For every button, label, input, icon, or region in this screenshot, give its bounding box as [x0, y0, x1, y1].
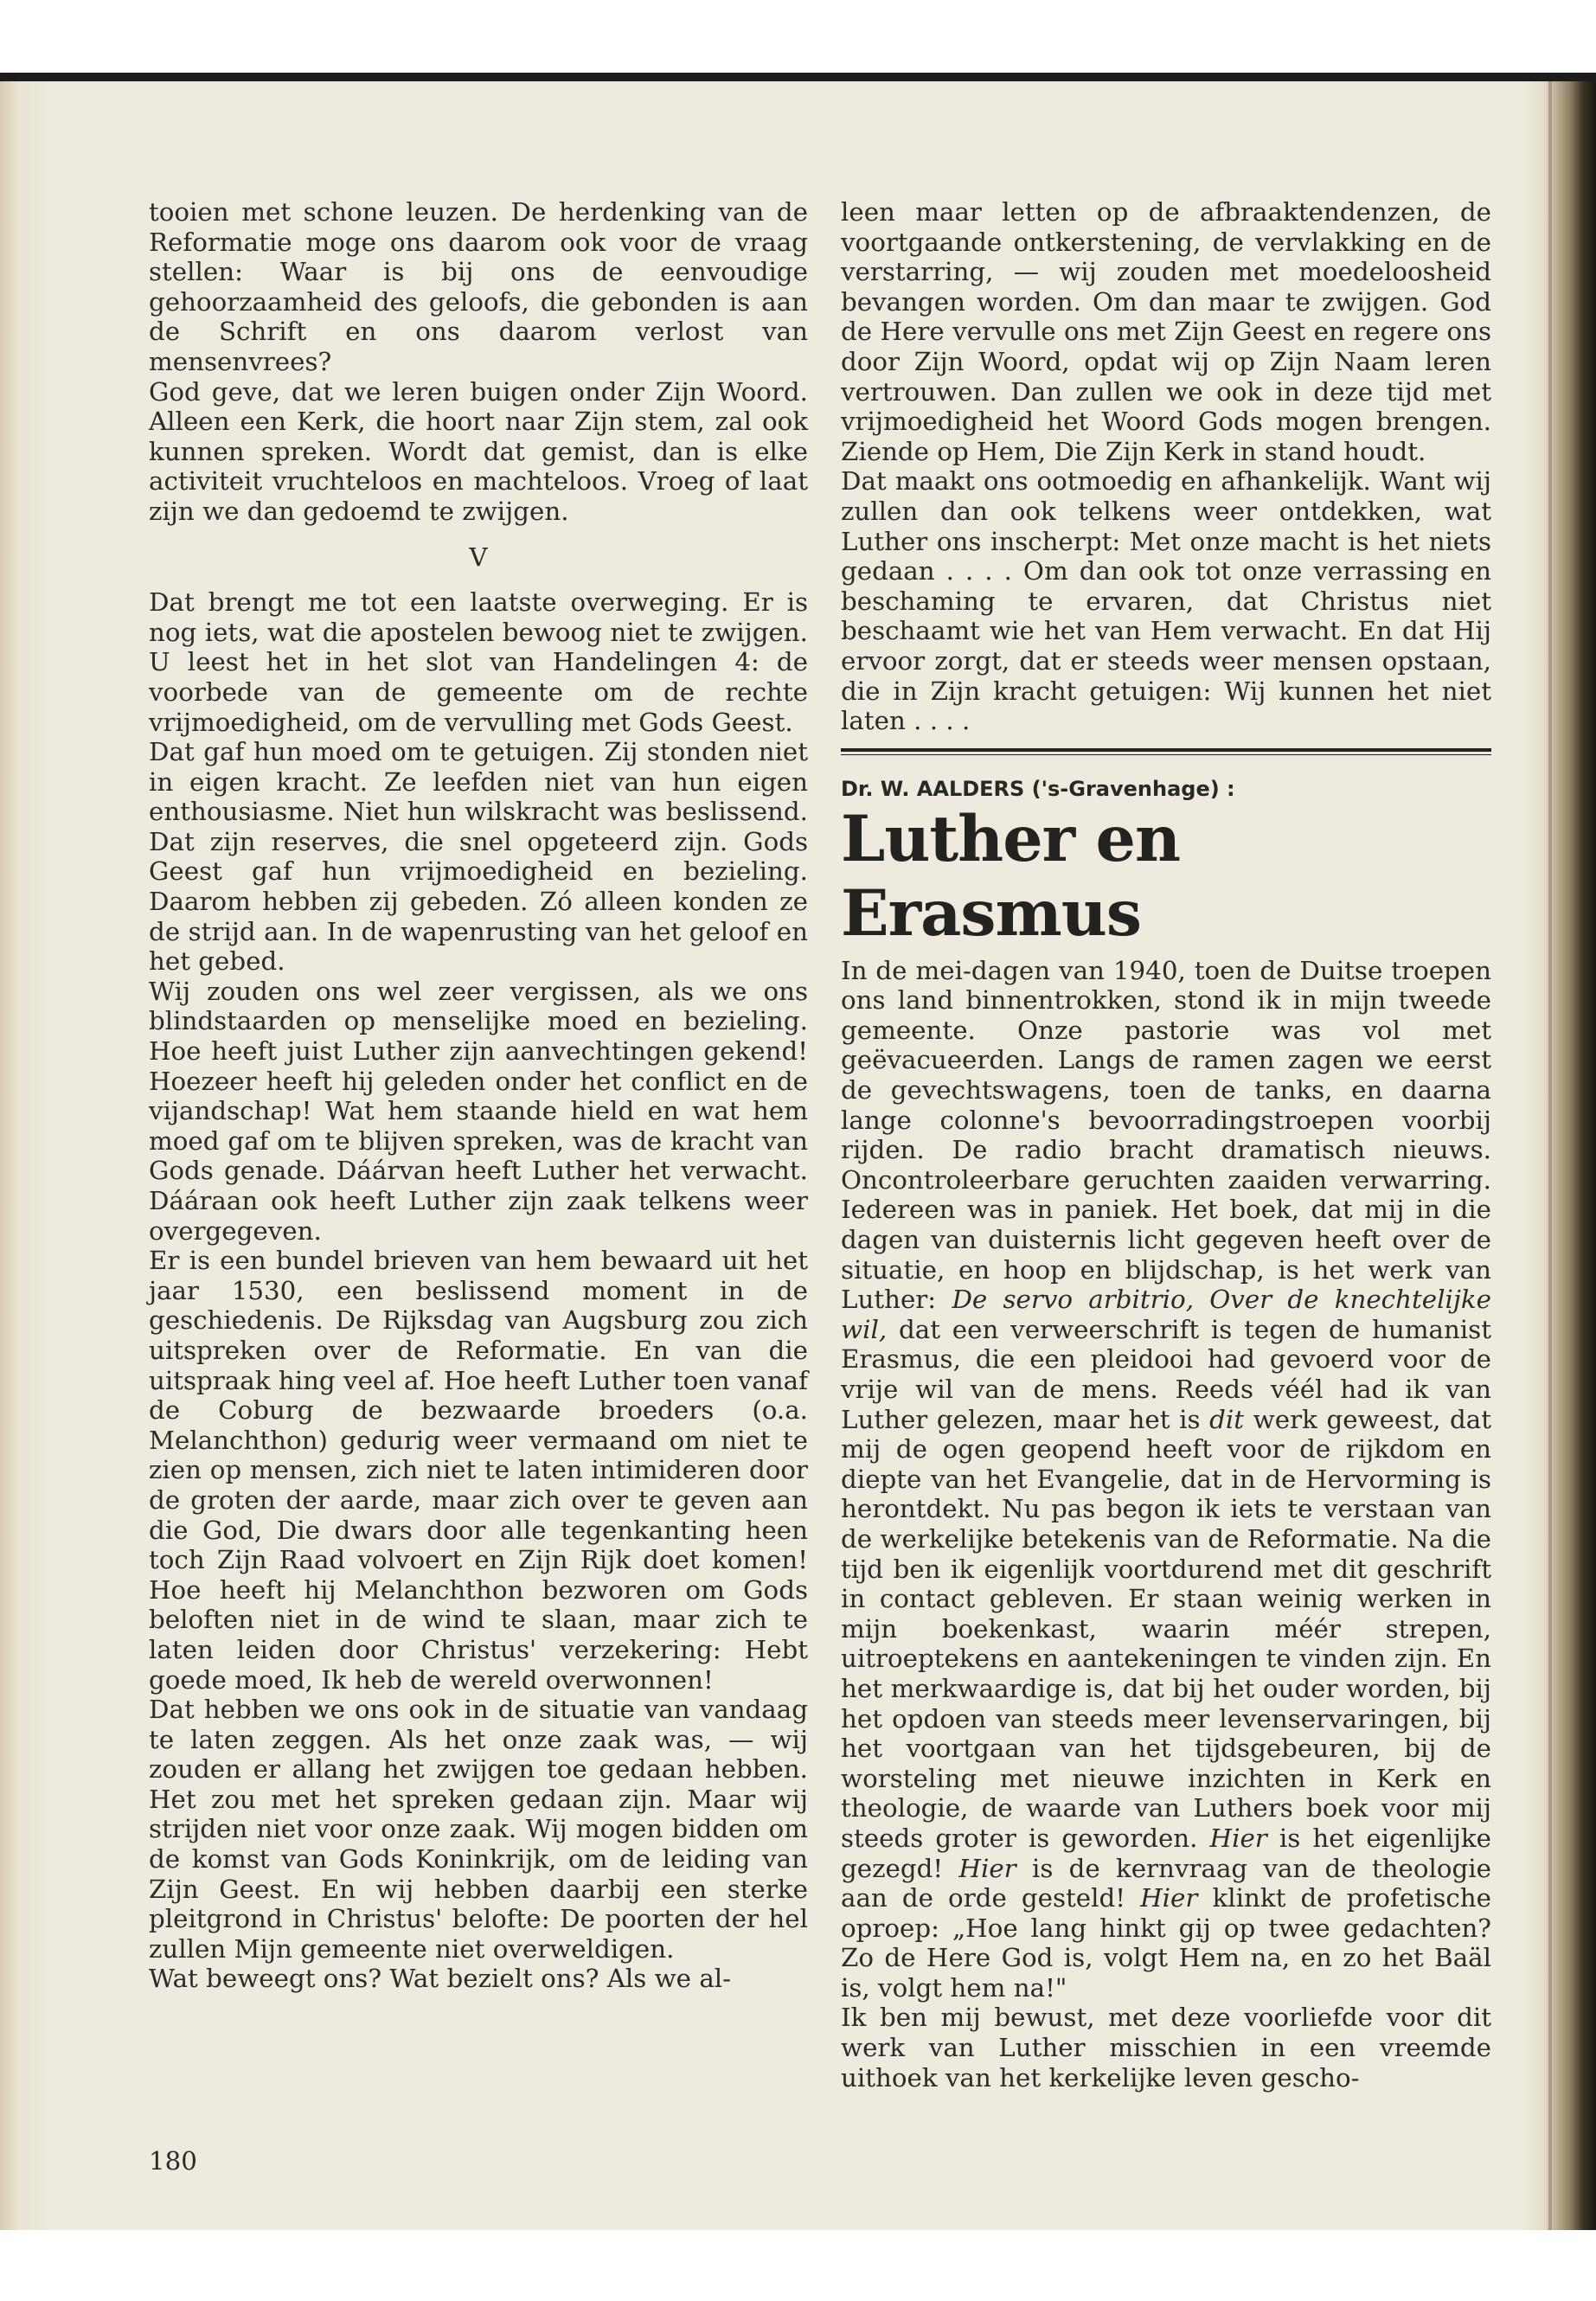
left-paragraph-7: Dat hebben we ons ook in de situatie van vandaag te laten zeggen. Als het onze zaak was, — wij zouden er allang het zwijgen toe gedaan hebben. Het zou met het spreken gedaan zijn. Maar wij strijden niet voor onze zaak. Wij mogen bidden om de komst van Gods Koninkrijk, om de leiding van Zijn Geest. En wij hebben daarbij een sterke pleitgrond in Christus' belofte: De poorten der hel zullen Mijn gemeente niet overweldigen. — [149, 1695, 808, 1964]
divider-thick-rule — [841, 748, 1491, 752]
left-paragraph-2: God geve, dat we leren buigen onder Zijn Woord. Alleen een Kerk, die hoort naar Zijn stem, zal ook kunnen spreken. Wordt dat gemist, dan is elke activiteit vruchteloos en machteloos. Vroeg of laat zijn we dan gedoemd te zwijgen. — [149, 376, 808, 526]
page-number: 180 — [149, 2146, 197, 2176]
intro-text: In de mei-dagen van 1940, toen de Duitse troepen ons land binnentrokken, stond ik in mijn tweede gemeente. Onze pastorie was vol met geëvacueerden. Langs de ramen zagen we eerst de gevechtswagens, toen de tanks, en daarna lange colonne's bevoorradingstroepen voorbij rijden. De radio bracht dramatisch nieuws. Oncontroleerbare geruchten zaaiden verwarring. Iedereen was in paniek. Het boek, dat mij in die dagen van duisternis licht gegeven heeft over de situatie, en hoop en blijdschap, is het werk van Luther: — [841, 955, 1491, 1315]
hier-sentence-3: klinkt de profetische oproep: „Hoe lang hinkt gij op twee gedachten? Zo de Here God is, volgt Hem na, en zo het Baäl is, volgt hem na!" — [841, 1883, 1491, 2003]
left-paragraph-6: Er is een bundel brieven van hem bewaard uit het jaar 1530, een beslissend moment in de geschiedenis. De Rijksdag van Augsburg zou zich uitspreken over de Reformatie. En van die uitspraak hing veel af. Hoe heeft Luther toen vanaf de Coburg de bezwaarde broeders (o.a. Melanchthon) gedurig weer vermaand om niet te zien op mensen, zich niet te laten intimideren door de groten der aarde, maar zich over te geven aan die God, Die dwars door alle tegenkanting heen toch Zijn Raad volvoert en Zijn Rijk doet komen! Hoe heeft hij Melanchthon bezworen om Gods beloften niet in de wind te slaan, maar zich te laten leiden door Christus' verzekering: Hebt goede moed, Ik heb de wereld overwonnen! — [149, 1246, 808, 1695]
hier-sentence-1: is het eigenlijke gezegd! — [841, 1823, 1491, 1883]
emphasis-hier-2: Hier — [958, 1853, 1016, 1883]
left-column — [149, 197, 808, 1994]
left-paragraph-5: Wij zouden ons wel zeer vergissen, als we ons blindstaarden op menselijke moed en bezieling. Hoe heeft juist Luther zijn aanvechtingen gekend! Hoezeer heeft hij geleden onder het conflict en de vijandschap! Wat hem staande hield en wat hem moed gaf om te blijven spreken, was de kracht van Gods genade. Dáárvan heeft Luther het verwacht. Dááraan ook heeft Luther zijn zaak telkens weer overgegeven. — [149, 976, 808, 1246]
left-paragraph-4: Dat gaf hun moed om te getuigen. Zij stonden niet in eigen kracht. Ze leefden niet van hun eigen enthousiasme. Niet hun wilskracht was beslissend. Dat zijn reserves, die snel opgeteerd zijn. Gods Geest gaf hun vrijmoedigheid en bezieling. Daarom hebben zij gebeden. Zó alleen konden ze de strijd aan. In de wapenrusting van het geloof en het gebed. — [149, 737, 808, 977]
left-paragraph-1: tooien met schone leuzen. De herdenking van de Reformatie moge ons daarom ook voor de vraag stellen: Waar is bij ons de eenvoudige gehoorzaamheid des geloofs, die gebonden is aan de Schrift en ons daarom verlost van mensenvrees? — [149, 197, 808, 376]
article-title: Luther en Erasmus — [841, 801, 1181, 951]
section-numeral: V — [469, 542, 488, 572]
left-paragraph-3: Dat brengt me tot een laatste overweging. Er is nog iets, wat die apostelen bewoog niet te zwijgen. U leest het in het slot van Handelingen 4: de voorbede van de gemeente om de rechte vrijmoedigheid, om de vervulling met Gods Geest. — [149, 587, 808, 737]
right-column — [841, 197, 1491, 2093]
article-byline: Dr. W. AALDERS ('s-Gravenhage) : — [841, 776, 1235, 801]
article-divider — [841, 748, 1491, 755]
right-paragraph-4: Ik ben mij bewust, met deze voorliefde voor dit werk van Luther misschien in een vreemde uithoek van het kerkelijke leven gescho- — [841, 2003, 1491, 2093]
right-paragraph-2: Dat maakt ons ootmoedig en afhankelijk. Want wij zullen dan ook telkens weer ontdekken, wat Luther ons inscherpt: Met onze macht is het niets gedaan . . . . Om dan ook tot onze verrassing en beschaming te ervaren, dat Christus niet beschaamt wie het van Hem verwacht. En dat Hij ervoor zorgt, dat er steeds weer mensen opstaan, die in Zijn kracht getuigen: Wij kunnen het niet laten . . . . — [841, 466, 1491, 736]
scan-dark-strip — [0, 73, 1596, 81]
emphasis-dit: dit — [1209, 1404, 1245, 1434]
divider-thin-rule — [841, 754, 1491, 755]
right-paragraph-3 — [841, 956, 1491, 2003]
right-paragraph-1: leen maar letten op de afbraaktendenzen, de voortgaande ontkerstening, de vervlakking en de verstarring, — wij zouden met moedeloosheid bevangen worden. Om dan maar te zwijgen. God de Here vervulle ons met Zijn Geest en regere ons door Zijn Woord, opdat wij op Zijn Naam leren vertrouwen. Dan zullen we ook in deze tijd met vrijmoedigheid het Woord Gods mogen brengen. Ziende op Hem, Die Zijn Kerk in stand houdt. — [841, 197, 1491, 466]
intro-continuation-2: werk geweest, dat mij de ogen geopend heeft voor de rijkdom en diepte van het Evangelie, dat in de Hervorming is herontdekt. Nu pas begon ik iets te verstaan van de werkelijke betekenis van de Reformatie. Na die tijd ben ik eigenlijk voortdurend met dit geschrift in contact gebleven. Er staan weinig werken in mijn boekenkast, waarin méér strepen, uitroeptekens en aantekeningen te vinden zijn. En het merkwaardige is, dat bij het ouder worden, bij het opdoen van steeds meer levenservaringen, bij het voortgaan van het tijdsgebeuren, bij de worsteling met nieuwe inzichten in Kerk en theologie, de waarde van Luthers boek voor mij steeds groter is geworden. — [841, 1404, 1491, 1853]
scan-top-margin — [0, 0, 1596, 73]
scan-bottom-margin — [0, 2230, 1596, 2301]
emphasis-hier-1: Hier — [1209, 1823, 1267, 1853]
page-edge — [1548, 81, 1552, 2230]
book-title: De servo arbitrio, Over de knechtelijke wil, — [841, 1285, 1491, 1344]
intro-continuation: dat een verweerschrift is tegen de humanist Erasmus, die een pleidooi had gevoerd voor de vrije wil van de mens. Reeds véél had ik van Luther gelezen, maar het is — [841, 1314, 1491, 1434]
emphasis-hier-3: Hier — [1140, 1883, 1198, 1913]
left-paragraph-8: Wat beweegt ons? Wat bezielt ons? Als we al- — [149, 1964, 732, 1994]
hier-sentence-2: is de kernvraag van de theologie aan de orde gesteld! — [841, 1853, 1491, 1913]
